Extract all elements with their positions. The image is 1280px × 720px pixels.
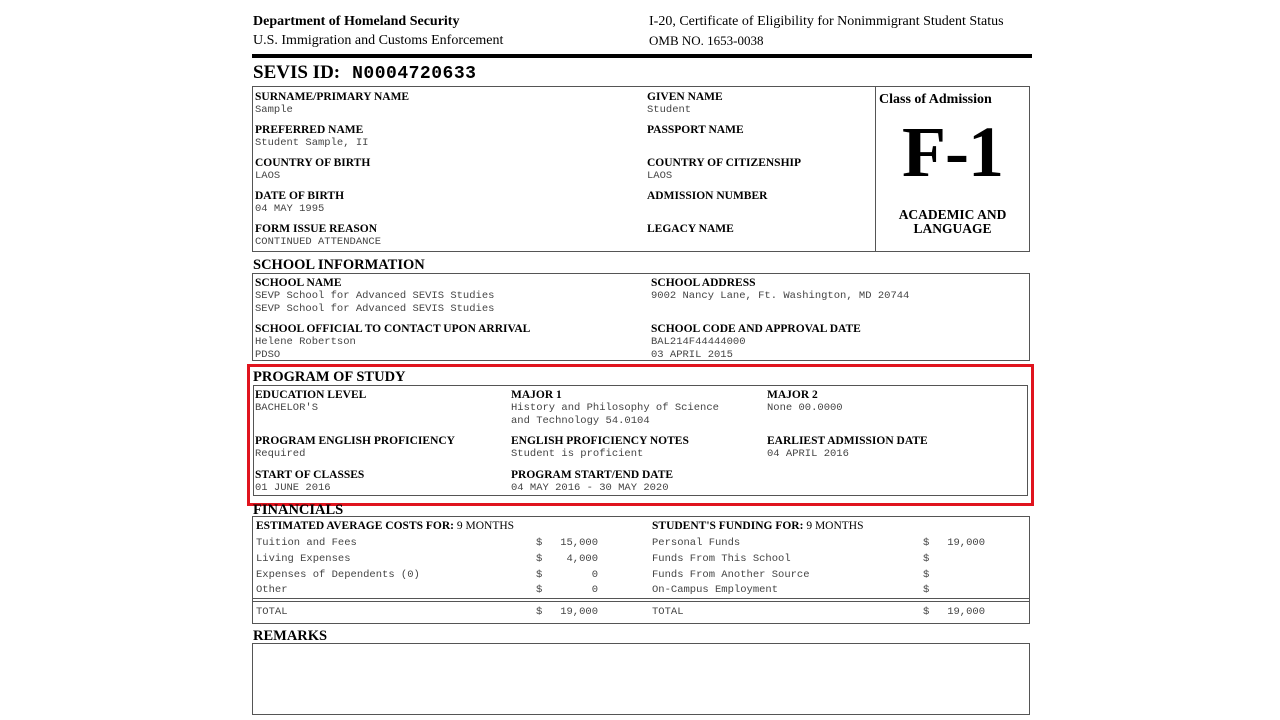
cost-total-amount: 19,000 [560,606,598,618]
field-label: GIVEN NAME [647,91,723,103]
field-label: SCHOOL ADDRESS [651,277,756,289]
sevis-id [253,62,476,84]
field-label: LEGACY NAME [647,223,734,235]
field-value: 9002 Nancy Lane, Ft. Washington, MD 20744 [651,290,910,302]
funding-row-label: On-Campus Employment [652,584,779,596]
field-education-level [255,389,366,415]
school-approval-date: 03 APRIL 2015 [651,349,733,361]
field-preferred-name [255,124,368,150]
field-label: SCHOOL OFFICIAL TO CONTACT UPON ARRIVAL [255,323,531,335]
field-value: Student [647,104,692,116]
field-label: EDUCATION LEVEL [255,389,367,401]
cost-row-amount: 0 [591,584,598,596]
field-country-of-birth [255,157,370,183]
field-value-line1: History and Philosophy of Science [511,402,719,414]
cost-row-amount: 4,000 [566,553,598,565]
field-value: LAOS [255,170,281,182]
field-passport-name [647,124,744,137]
official-name: Helene Robertson [255,336,356,348]
omb-number: OMB NO. 1653-0038 [649,33,764,48]
costs-header-label: ESTIMATED AVERAGE COSTS FOR: [256,520,454,532]
field-label: MAJOR 2 [767,389,818,401]
cost-row-label: Living Expenses [256,553,351,565]
field-label: DATE OF BIRTH [255,190,345,202]
field-label: SCHOOL CODE AND APPROVAL DATE [651,323,861,335]
funding-row-label: Personal Funds [652,537,741,549]
field-value: 04 MAY 1995 [255,203,325,215]
field-surname [255,91,409,117]
funding-row-currency: $ [923,537,930,549]
cost-row-currency: $ [536,584,543,596]
field-legacy-name [647,223,734,236]
field-label: START OF CLASSES [255,469,365,481]
field-label: PROGRAM START/END DATE [511,469,674,481]
class-of-admission-title: Class of Admission [879,92,992,107]
agency-name: Department of Homeland Security [253,14,460,29]
field-value: CONTINUED ATTENDANCE [255,236,382,248]
form-title: I-20, Certificate of Eligibility for Nonimmigrant Student Status [649,14,1004,29]
cost-total-currency: $ [536,606,543,618]
financials-total-divider-2 [252,601,1030,602]
field-school-address [651,277,909,303]
field-given-name [647,91,723,117]
cost-row-currency: $ [536,553,543,565]
field-value-line2: SEVP School for Advanced SEVIS Studies [255,303,495,315]
cost-total-label: TOTAL [256,606,288,618]
sevis-id-label: SEVIS ID: [253,62,341,83]
field-value: Student Sample, II [255,137,369,149]
funding-total-currency: $ [923,606,930,618]
field-value: 01 JUNE 2016 [255,482,331,494]
cost-row-amount: 15,000 [560,537,598,549]
field-start-of-classes [255,469,364,495]
school-info-title: SCHOOL INFORMATION [253,257,425,273]
field-label: SCHOOL NAME [255,277,342,289]
class-desc-line1: ACADEMIC AND [898,207,1007,222]
field-country-of-citizenship [647,157,801,183]
field-label: PASSPORT NAME [647,124,744,136]
field-program-english-proficiency [255,435,455,461]
cost-row-currency: $ [536,569,543,581]
field-school-official [255,323,530,362]
funding-row-amount: 19,000 [947,537,985,549]
class-of-admission-description [876,208,1029,236]
costs-header-period: 9 MONTHS [454,520,515,532]
field-form-issue-reason [255,223,381,249]
field-label: COUNTRY OF BIRTH [255,157,371,169]
funding-row-currency: $ [923,553,930,565]
field-school-code [651,323,861,362]
costs-header [256,520,514,533]
cost-row-currency: $ [536,537,543,549]
field-major-2 [767,389,843,415]
field-program-start-end-date [511,469,673,495]
field-english-proficiency-notes [511,435,689,461]
financials-total-divider-1 [252,598,1030,599]
field-value: Sample [255,104,293,116]
field-label: FORM ISSUE REASON [255,223,378,235]
funding-total-label: TOTAL [652,606,684,618]
funding-row-currency: $ [923,569,930,581]
funding-header-period: 9 MONTHS [803,520,864,532]
funding-total-amount: 19,000 [947,606,985,618]
field-label: EARLIEST ADMISSION DATE [767,435,928,447]
field-label: PREFERRED NAME [255,124,364,136]
field-school-name [255,277,494,316]
remarks-box [252,643,1030,715]
field-value: Student is proficient [511,448,644,460]
field-label: MAJOR 1 [511,389,562,401]
cost-row-label: Tuition and Fees [256,537,357,549]
field-label: ADMISSION NUMBER [647,190,768,202]
field-admission-number [647,190,767,203]
funding-row-label: Funds From Another Source [652,569,810,581]
field-date-of-birth [255,190,344,216]
funding-header-label: STUDENT'S FUNDING FOR: [652,520,804,532]
remarks-title: REMARKS [253,628,328,644]
field-value: 04 APRIL 2016 [767,448,849,460]
field-value-line1: SEVP School for Advanced SEVIS Studies [255,290,495,302]
field-label: COUNTRY OF CITIZENSHIP [647,157,802,169]
funding-row-currency: $ [923,584,930,596]
financials-title: FINANCIALS [253,502,344,518]
field-label: SURNAME/PRIMARY NAME [255,91,410,103]
field-label: PROGRAM ENGLISH PROFICIENCY [255,435,455,447]
field-value: None 00.0000 [767,402,843,414]
remarks-value [253,644,1029,650]
class-desc-line2: LANGUAGE [913,221,992,236]
official-title: PDSO [255,349,281,361]
school-code-value: BAL214F44444000 [651,336,746,348]
cost-row-label: Other [256,584,288,596]
header-divider [252,54,1032,58]
cost-row-amount: 0 [591,569,598,581]
field-major-1 [511,389,719,428]
funding-row-label: Funds From This School [652,553,791,565]
field-value: LAOS [647,170,673,182]
subagency-name: U.S. Immigration and Customs Enforcement [253,33,504,48]
program-of-study-title: PROGRAM OF STUDY [253,369,406,385]
field-value: BACHELOR'S [255,402,319,414]
funding-header [652,520,864,533]
class-of-admission-code: F-1 [902,112,1003,192]
cost-row-label: Expenses of Dependents (0) [256,569,420,581]
field-label: ENGLISH PROFICIENCY NOTES [511,435,689,447]
field-value: 04 MAY 2016 - 30 MAY 2020 [511,482,669,494]
field-value: Required [255,448,306,460]
field-value-line2: and Technology 54.0104 [511,415,650,427]
field-earliest-admission-date [767,435,928,461]
sevis-id-value: N0004720633 [352,64,477,84]
